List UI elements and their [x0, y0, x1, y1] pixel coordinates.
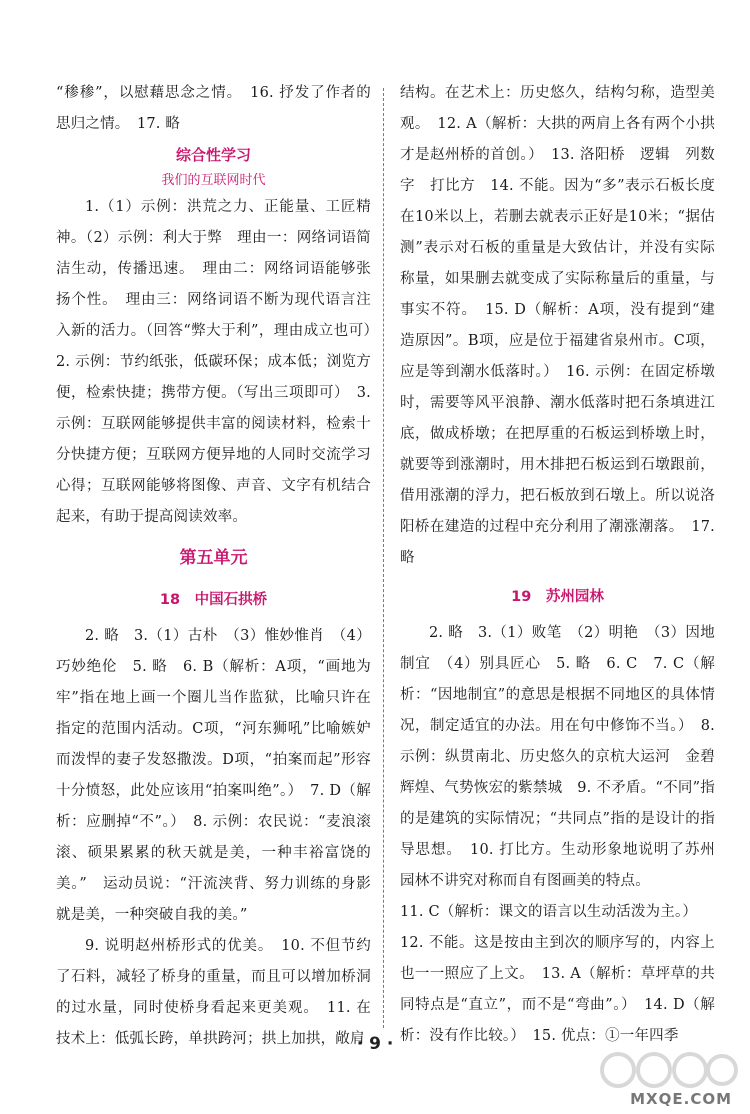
right-paragraph-2: 2. 略 3.（1）败笔 （2）明艳 （3）因地制宜 （4）别具匠心 5. 略 6. C 7. C（解析：“因地制宜”的意思是根据不同地区的具体情况，制定适宜的办法。用在句中修饰不当。） 8. 示例：纵贯南北、历史悠久的京杭大运河 金碧辉煌、气势恢宏的紫禁城 9. 不矛盾。“不同”指的是建筑的实际情况；“共同点”指的是设计的指导思想。 10. 打比方。生动形象地说明了苏州园林不讲究对称而自有图画美的特点。: [400, 625, 720, 889]
page-number: · 9 ·: [356, 1034, 394, 1054]
lesson-title-18: 18 中国石拱桥: [159, 592, 268, 608]
left-paragraph-1: “䅟䅟”，以慰藉思念之情。 16. 抒发了作者的思归之情。 17. 略: [56, 85, 371, 132]
right-column: [400, 78, 720, 1052]
left-paragraph-2: 1.（1）示例：洪荒之力、正能量、工匠精神。（2）示例：利大于弊 理由一：网络词语简洁生动，传播迅速。 理由二：网络词语能够张扬个性。 理由三：网络词语不断为现代语言注入新的活力。（回答“弊大于利”，理由成立也可） 2. 示例：节约纸张，低碳环保；成本低；浏览方便，检索快捷；携带方便。（写出三项即可） 3. 示例：互联网能够提供丰富的阅读材料，检索十分快捷方便；互联网方便异地的人同时交流学习心得；互联网能够将图像、声音、文字有机结合起来，有助于提高阅读效率。: [56, 199, 386, 525]
left-paragraph-3: 2. 略 3.（1）古朴 （3）惟妙惟肖 （4）巧妙绝伦 5. 略 6. B（解析：A项，“画地为牢”指在地上画一个圈儿当作监狱，比喻只许在指定的范围内活动。C项，“河东狮吼”比喻嫉妒而泼悍的妻子发怒撒泼。D项，“拍案而起”形容十分愤怒，此处应该用“拍案叫绝”。） 7. D（解析：应删掉“不”。） 8. 示例：农民说：“麦浪滚滚、硕果累累的秋天就是美，一种丰裕富饶的美。” 运动员说：“汗流浃背、努力训练的身影就是美，一种突破自我的美。”: [56, 628, 371, 923]
lesson-title-19: 19 苏州园林: [511, 589, 604, 605]
left-column: [56, 78, 386, 1055]
column-divider: [383, 88, 384, 1028]
section-title: 综合性学习: [175, 146, 251, 164]
right-paragraph-1: 结构。在艺术上：历史悠久，结构匀称，造型美观。 12. A（解析：大拱的两肩上各有两个小拱才是赵州桥的首创。） 13. 洛阳桥 逻辑 列数字 打比方 14. 不能。因为“多”表示石板长度在10米以上，若删去就表示正好是10米；“据估测”表示对石板的重量是大致估计，并没有实际称量，如果删去就变成了实际称量后的重量，与事实不符。 15. D（解析：A项，没有提到“建造原因”。B项，应是位于福建省泉州市。C项，应是等到潮水低落时。） 16. 示例：在固定桥墩时，需要等风平浪静、潮水低落时把石条填进江底，做成桥墩；在把厚重的石板运到桥墩上时，就要等到涨潮时，用木排把石板运到石墩跟前，借用涨潮的浮力，把石板放到石墩上。所以说洛阳桥在建造的过程中充分利用了潮涨潮落。 17. 略: [400, 85, 720, 566]
unit-title: 第五单元: [179, 548, 248, 568]
watermark-text: MXQE.COM: [630, 1090, 732, 1108]
section-subtitle: 我们的互联网时代: [161, 173, 266, 188]
left-paragraph-4: 9. 说明赵州桥形式的优美。 10. 不但节约了石料，减轻了桥身的重量，而且可以增加桥洞的过水量，同时使桥身看起来更美观。 11. 在技术上：低弧长跨，单拱跨河；拱上加拱，敞肩: [56, 938, 371, 1047]
right-paragraph-4: 12. 不能。这是按由主到次的顺序写的，内容上也一一照应了上文。 13. A（解析：草坪草的共同特点是“直立”，而不是“弯曲”。） 14. D（解析：没有作比较。） 15. 优点：①一年四季: [400, 935, 715, 1044]
right-paragraph-3: 11. C（解析：课文的语言以生动活泼为主。）: [400, 904, 698, 920]
